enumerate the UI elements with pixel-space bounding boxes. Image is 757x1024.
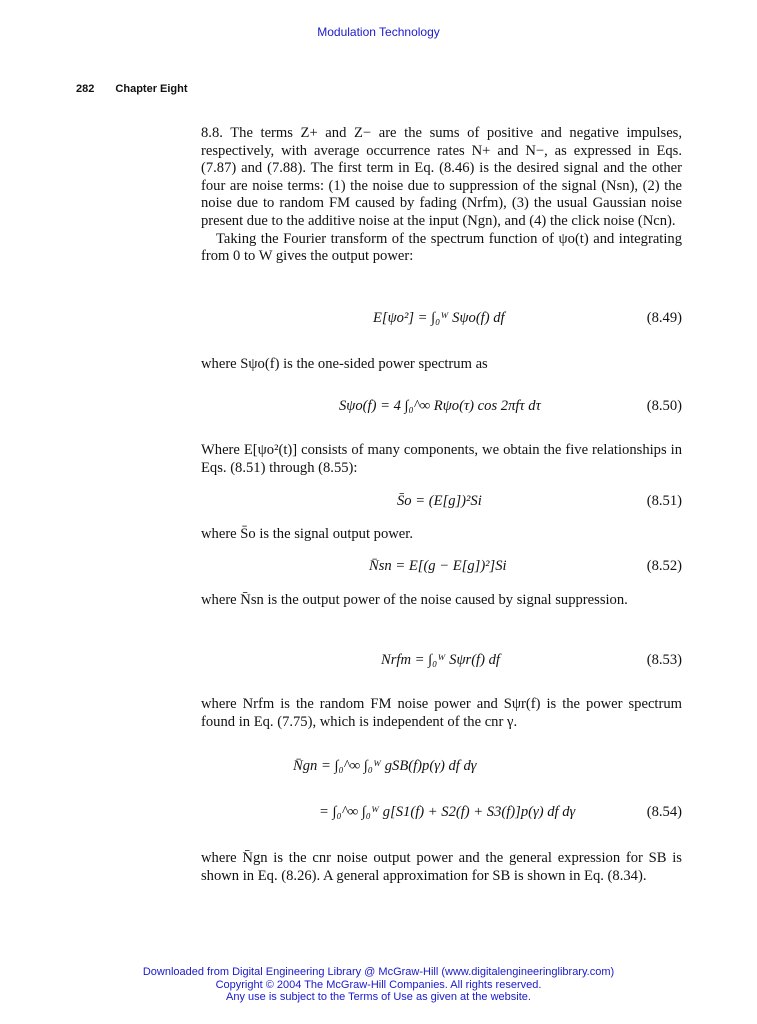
equation-8-53-number: (8.53) <box>646 652 682 668</box>
equation-8-54-line-1 <box>201 758 682 782</box>
equation-8-54-number: (8.54) <box>646 804 682 820</box>
equation-8-54 <box>201 804 682 828</box>
equation-8-49-expr: E[ψo²] = ∫₀ᵂ Sψo(f) df <box>373 310 505 326</box>
equation-8-52-expr: N̄sn = E[(g − E[g])²]Si <box>369 558 507 574</box>
body-paragraph-5: where S̄o is the signal output power. <box>201 526 413 542</box>
equation-8-54-line-2-expr: = ∫₀^∞ ∫₀ᵂ g[S1(f) + S2(f) + S3(f)]p(γ) df dγ <box>319 804 576 820</box>
equation-8-53-expr: Nrfm = ∫₀ᵂ Sψr(f) df <box>381 652 500 668</box>
body-paragraph-4: Where E[ψo²(t)] consists of many components, we obtain the five relationships in Eqs. (8.51) through (8.55): <box>201 442 682 476</box>
body-paragraph-2: Taking the Fourier transform of the spectrum function of ψo(t) and integrating from 0 to W gives the output power: <box>201 230 682 265</box>
body-paragraph-8-block <box>201 850 682 885</box>
body-paragraph-8: where N̄gn is the cnr noise output power and the general expression for SB is shown in Eq. (8.26). A general approximation for SB is shown in Eq. (8.34). <box>201 850 682 884</box>
footer-download-link[interactable]: Downloaded from Digital Engineering Library @ McGraw-Hill (www.digitalengineeringlibrary.com) <box>142 966 615 978</box>
footer <box>0 966 757 1004</box>
footer-terms-link[interactable]: Any use is subject to the Terms of Use as given at the website. <box>226 991 531 1003</box>
page-number: 282 <box>76 83 95 95</box>
equation-8-51-expr: S̄o = (E[g])²Si <box>397 493 482 509</box>
equation-8-51 <box>201 493 682 517</box>
body-paragraph-5-block <box>201 526 682 544</box>
body-paragraph-1: 8.8. The terms Z+ and Z− are the sums of positive and negative impulses, respectively, with average occurrence rates N+ and N−, as expressed in Eqs. (7.87) and (7.88). The first term in Eq. (8.46) is the desired signal and the other four are noise terms: (1) the noise due to suppression of the signal (Nsn), (2) the noise due to random FM caused by fading (Nrfm), (3) the usual Gaussian noise present due to the additive noise at the input (Ngn), and (4) the click noise (Ncn). <box>201 125 682 229</box>
equation-8-51-number: (8.51) <box>646 493 682 509</box>
chapter-title: Chapter Eight <box>115 83 188 95</box>
body-paragraph-7: where Nrfm is the random FM noise power and Sψr(f) is the power spectrum found in Eq. (7.75), which is independent of the cnr γ. <box>201 696 682 730</box>
body-paragraph-6: where N̄sn is the output power of the noise caused by signal suppression. <box>201 592 628 608</box>
body-paragraph-4-block <box>201 442 682 477</box>
footer-copyright: Copyright © 2004 The McGraw-Hill Companies. All rights reserved. <box>215 978 542 991</box>
equation-8-52-number: (8.52) <box>646 558 682 574</box>
equation-8-53 <box>201 652 682 676</box>
equation-8-49-number: (8.49) <box>646 310 682 326</box>
page-header-title: Modulation Technology <box>317 25 440 39</box>
equation-8-54-line-1-expr: N̄gn = ∫₀^∞ ∫₀ᵂ gSB(f)p(γ) df dγ <box>293 758 477 774</box>
body-paragraph-6-block <box>201 592 682 610</box>
body-paragraph-1-block <box>201 125 682 266</box>
equation-8-50-expr: Sψo(f) = 4 ∫₀^∞ Rψo(τ) cos 2πfτ dτ <box>339 398 541 414</box>
equation-8-52 <box>201 558 682 582</box>
equation-8-50-number: (8.50) <box>646 398 682 414</box>
body-paragraph-3: where Sψo(f) is the one-sided power spectrum as <box>201 356 488 372</box>
body-paragraph-7-block <box>201 696 682 731</box>
equation-8-49 <box>201 310 682 334</box>
equation-8-50 <box>201 398 682 422</box>
running-head <box>76 83 188 95</box>
body-paragraph-3-block <box>201 356 682 374</box>
